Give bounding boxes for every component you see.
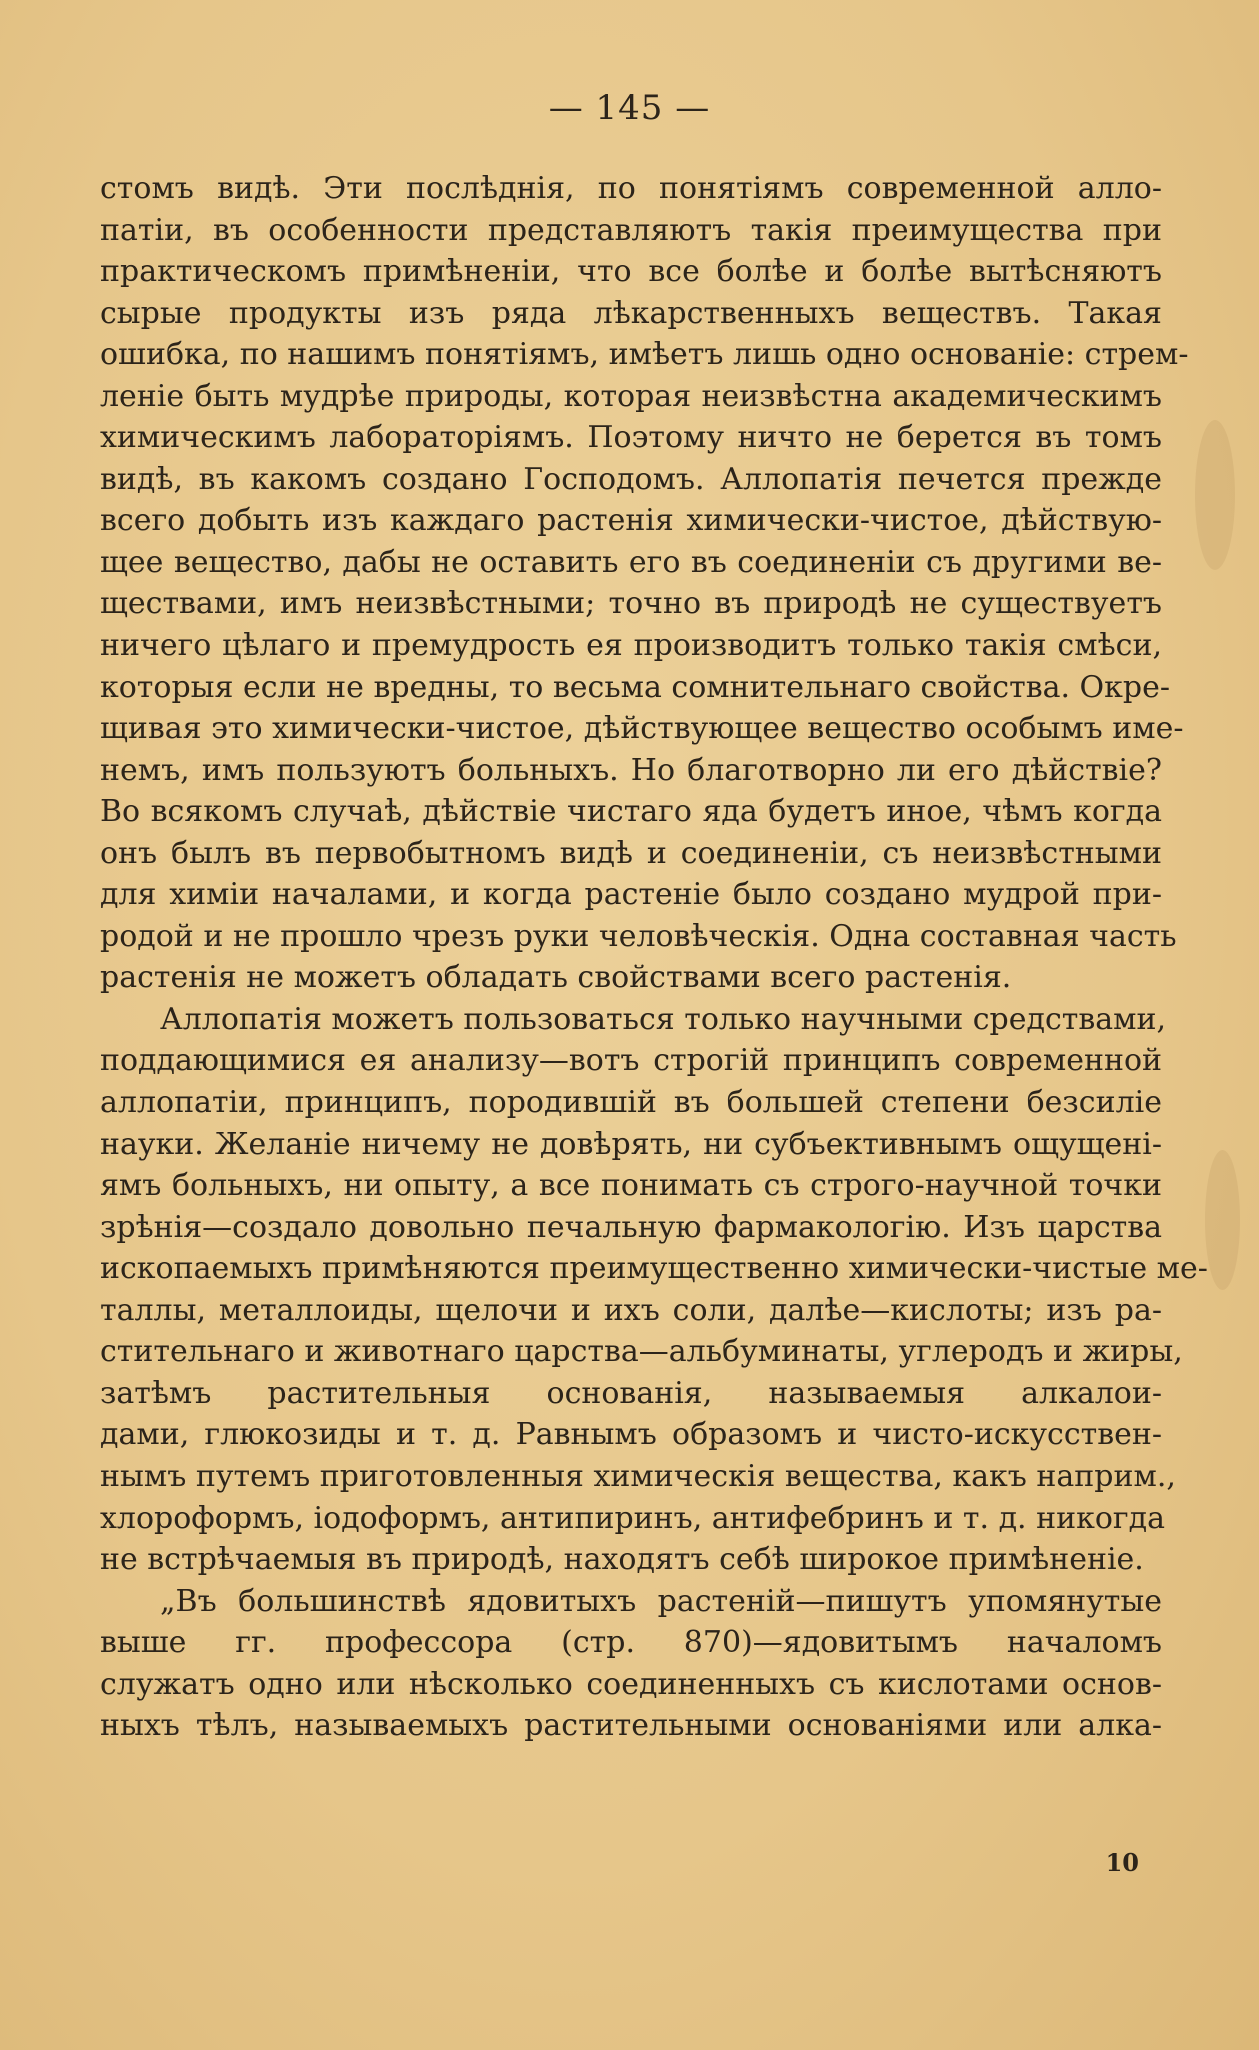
text-line: дами, глюкозиды и т. д. Равнымъ образомъ и чисто-искусствен- — [100, 1417, 1162, 1453]
text-line: сырые продукты изъ ряда лѣкарственныхъ веществъ. Такая — [100, 295, 1162, 331]
text-line: леніе быть мудрѣе природы, которая неизвѣстна академическимъ — [100, 378, 1162, 414]
text-line: видѣ, въ какомъ создано Господомъ. Аллопатія печется прежде — [100, 461, 1162, 497]
text-line: таллы, металлоиды, щелочи и ихъ соли, далѣе—кислоты; изъ ра- — [100, 1292, 1162, 1328]
text-line: Во всякомъ случаѣ, дѣйствіе чистаго яда будетъ иное, чѣмъ когда — [100, 794, 1162, 830]
text-line: ямъ больныхъ, ни опыту, а все понимать съ строго-научной точки — [100, 1168, 1162, 1204]
text-line: щивая это химически-чистое, дѣйствующее вещество особымъ име- — [100, 711, 1184, 747]
text-line: для химіи началами, и когда растеніе было создано мудрой при- — [100, 877, 1162, 913]
text-line: не встрѣчаемыя въ природѣ, находятъ себѣ широкое примѣненіе. — [100, 1542, 1144, 1578]
text-line: ошибка, по нашимъ понятіямъ, имѣетъ лишь одно основаніе: стрем- — [100, 337, 1189, 373]
text-line: немъ, имъ пользуютъ больныхъ. Но благотворно ли его дѣйствіе? — [100, 752, 1162, 788]
text-line: зрѣнія—создало довольно печальную фармакологію. Изъ царства — [100, 1209, 1162, 1245]
page-number: — 145 — — [548, 88, 711, 128]
paper-stain — [1195, 420, 1235, 570]
text-line: практическомъ примѣненіи, что все болѣе и болѣе вытѣсняютъ — [100, 254, 1162, 290]
text-line: выше гг. профессора (стр. 870)—ядовитымъ началомъ — [100, 1625, 1162, 1661]
text-line: щее вещество, дабы не оставить его въ соединеніи съ другими ве- — [100, 544, 1162, 580]
text-line: служатъ одно или нѣсколько соединенныхъ съ кислотами основ- — [100, 1666, 1162, 1702]
text-line: нымъ путемъ приготовленныя химическія вещества, какъ наприм., — [100, 1458, 1176, 1494]
signature-mark: 10 — [1105, 1848, 1139, 1877]
text-line: растенія не можетъ обладать свойствами всего растенія. — [100, 960, 1012, 996]
text-line: патіи, въ особенности представляютъ такія преимущества при — [100, 212, 1162, 248]
text-line: ществами, имъ неизвѣстными; точно въ природѣ не существуетъ — [100, 586, 1162, 622]
text-line: науки. Желаніе ничему не довѣрять, ни субъективнымъ ощущені- — [100, 1126, 1162, 1162]
text-line: стомъ видѣ. Эти послѣднія, по понятіямъ современной алло- — [100, 171, 1162, 206]
text-line: химическимъ лабораторіямъ. Поэтому ничто не берется въ томъ — [100, 420, 1162, 456]
text-line: ныхъ тѣлъ, называемыхъ растительными основаніями или алка- — [100, 1708, 1162, 1744]
text-line: поддающимися ея анализу—вотъ строгій принципъ современной — [100, 1043, 1162, 1079]
paper-stain — [1205, 1150, 1240, 1290]
text-line: родой и не прошло чрезъ руки человѣческія. Одна составная часть — [100, 918, 1177, 954]
text-line: хлороформъ, іодоформъ, антипиринъ, антифебринъ и т. д. никогда — [100, 1500, 1165, 1536]
text-line: которыя если не вредны, то весьма сомнительнаго свойства. Окре- — [100, 669, 1170, 705]
text-line: затѣмъ растительныя основанія, называемыя алкалои- — [100, 1375, 1162, 1411]
text-line: онъ былъ въ первобытномъ видѣ и соединеніи, съ неизвѣстными — [100, 835, 1162, 871]
text-line: Аллопатія можетъ пользоваться только научными средствами, — [160, 1001, 1167, 1037]
text-line: „Въ большинствѣ ядовитыхъ растеній—пишутъ упомянутые — [160, 1583, 1162, 1619]
text-line: ископаемыхъ примѣняются преимущественно химически-чистые ме- — [100, 1251, 1208, 1287]
text-line: всего добыть изъ каждаго растенія химически-чистое, дѣйствую- — [100, 503, 1162, 539]
text-line: аллопатіи, принципъ, породившій въ большей степени безсиліе — [100, 1085, 1162, 1121]
text-line: стительнаго и животнаго царства—альбуминаты, углеродъ и жиры, — [100, 1334, 1183, 1370]
text-line: ничего цѣлаго и премудрость ея производитъ только такія смѣси, — [100, 628, 1162, 664]
body-text — [100, 168, 1208, 1747]
